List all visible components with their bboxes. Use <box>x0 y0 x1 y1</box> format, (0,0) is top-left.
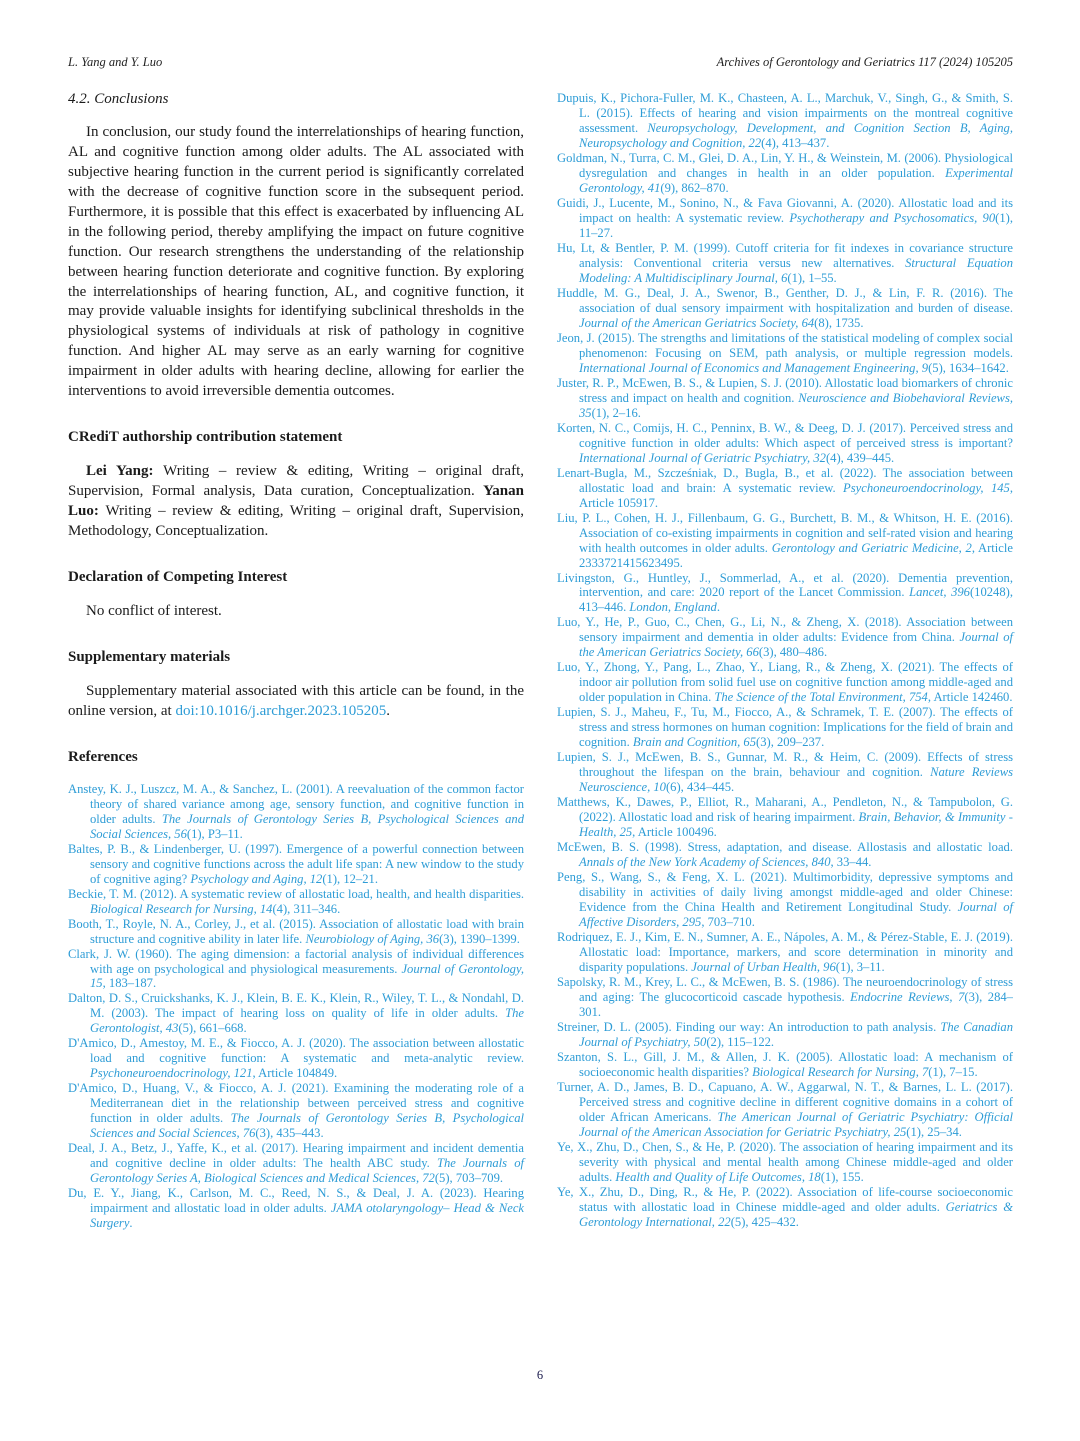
competing-interest-heading: Declaration of Competing Interest <box>68 568 288 585</box>
italic-text: Psychotherapy and Psychosomatics, 90 <box>789 210 996 225</box>
text-segment: Streiner, D. L. (2005). Finding our way: An introduction to path analysis. <box>557 1020 941 1035</box>
reference-entry[interactable] <box>557 1050 1013 1080</box>
italic-text: Lancet, 396 <box>909 585 970 600</box>
text-segment: Luo, Y., Zhong, Y., Pang, L., Zhao, Y., Liang, R., & Zheng, X. (2021). The effects of indoor air pollution from solid fuel use on cognitive function among middle-aged and older population in China. <box>557 660 1013 705</box>
doi-link[interactable]: doi:10.1016/j.archger.2023.105205 <box>175 702 387 719</box>
text-segment: (5), 703–709. <box>434 1171 504 1186</box>
text-segment: (1), 11–27. <box>579 210 1013 240</box>
reference-entry[interactable] <box>557 151 1013 196</box>
conclusions-paragraph: In conclusion, our study found the interrelationships of hearing function, AL and cognitive function among older adults. The AL associated with subjective hearing function in the current period is significantly correlated with the decrease of cognitive function score in the subsequent period. Furthermore, it is possible that this effect is exacerbated by influencing AL in the following period, thereby amplifying the impact on future cognitive function. Our research strengthens the understanding of the relationship between hearing function deteriorate and cognitive function. By exploring the interrelationships of hearing function, AL, and cognitive function, it may provide valuable insights for identifying subclinical thresholds in the physiological systems of individuals at risk of pathology in cognitive function. And higher AL may serve as an early warning for cognitive impairment in older adults with hearing decline, allowing for earlier the interventions to avoid irreversible dementia outcomes. <box>68 124 524 400</box>
text-segment: Dupuis, K., Pichora-Fuller, M. K., Chasteen, A. L., Marchuk, V., Singh, G., & Smith, S. L. (2015). Effects of hearing and vision impairments on the montreal cognitive assessment. <box>557 91 1013 135</box>
italic-text: The Canadian Journal of Psychiatry, 50 <box>579 1020 1013 1050</box>
italic-text: Neuropsychology, Development, and Cognition Section B, Aging, Neuropsychology and Cognition, 22 <box>579 120 1013 150</box>
text-segment: (3), 435–443. <box>255 1126 324 1141</box>
reference-entry[interactable] <box>557 1185 1013 1230</box>
reference-entry[interactable] <box>557 660 1013 705</box>
competing-interest-text: No conflict of interest. <box>86 602 222 619</box>
text-segment: (1), 25–34. <box>906 1124 962 1139</box>
text-segment: , Article 2333721415623495. <box>579 540 1013 570</box>
reference-entry[interactable] <box>557 705 1013 750</box>
text-segment: (5), 1634–1642. <box>928 360 1009 375</box>
italic-text: London, England <box>629 600 717 615</box>
reference-entry[interactable] <box>68 917 524 947</box>
text-segment: Matthews, K., Dawes, P., Elliot, R., Maharani, A., Pendleton, N., & Tampubolon, G. (2022). Allostatic load and risk of hearing impairment. <box>557 795 1013 825</box>
text-segment: (3), 480–486. <box>758 645 828 660</box>
reference-entry[interactable] <box>557 1080 1013 1140</box>
reference-entry[interactable] <box>557 571 1013 616</box>
reference-entry[interactable] <box>557 930 1013 975</box>
italic-text: The Science of the Total Environment, 754 <box>714 690 928 705</box>
credit-heading: CRediT authorship contribution statement <box>68 429 343 446</box>
text-segment: Juster, R. P., McEwen, B. S., & Lupien, S. J. (2010). Allostatic load biomarkers of chronic stress and impact on health and cognition. <box>557 375 1013 405</box>
reference-entry[interactable] <box>557 331 1013 376</box>
italic-text: Journal of Affective Disorders, 295 <box>579 900 1014 930</box>
reference-entry[interactable] <box>68 782 524 842</box>
text-segment: (3), 284–301. <box>579 990 1013 1020</box>
text-segment: Sapolsky, R. M., Krey, L. C., & McEwen, B. S. (1986). The neuroendocrinology of stress and aging: The glucocorticoid cascade hypothesis. <box>557 975 1013 1005</box>
italic-text: Journal of the American Geriatrics Society, 64 <box>579 315 815 330</box>
supplementary-heading: Supplementary materials <box>68 648 231 665</box>
italic-text: The Journals of Gerontology Series A, Biological Sciences and Medical Sciences, 72 <box>90 1156 525 1186</box>
text-segment: (1), 7–15. <box>928 1064 978 1079</box>
text-segment: Liu, P. L., Cohen, H. J., Fillenbaum, G. G., Burchett, B. M., & Whitson, H. E. (2016). Association of co-existing impairments in cognition and self-rated vision and hearing with health outcomes in older adults. <box>557 510 1013 555</box>
italic-text: JAMA otolaryngology– Head & Neck Surgery <box>90 1201 525 1231</box>
text-segment: (1), 12–21. <box>322 871 378 886</box>
italic-text: Journal of Gerontology, 15 <box>90 961 524 991</box>
reference-entry[interactable] <box>68 1186 524 1231</box>
reference-entry[interactable] <box>557 1140 1013 1185</box>
reference-entry[interactable] <box>557 466 1013 511</box>
reference-entry[interactable] <box>557 750 1013 795</box>
italic-text: Endocrine Reviews, 7 <box>850 990 965 1005</box>
text-segment: Peng, S., Wang, S., & Feng, X. L. (2021). Multimorbidity, depressive symptoms and disability in activities of daily living amongst middle-aged and older Chinese: Evidence from the China Health and Retirement Longitudinal Study. <box>557 870 1013 915</box>
text-segment: . <box>129 1216 133 1231</box>
right-column <box>557 91 1013 1231</box>
text-segment: Anstey, K. J., Luszcz, M. A., & Sanchez, L. (2001). A reevaluation of the common factor theory of shared variance among age, sensory function, and cognitive function in older adults. <box>68 781 524 826</box>
italic-text: International Journal of Economics and Management Engineering, 9 <box>579 360 929 375</box>
reference-entry[interactable] <box>557 421 1013 466</box>
references-heading: References <box>68 748 138 765</box>
text-segment: , 183–187. <box>102 976 157 991</box>
text-segment: , Article 100496. <box>632 825 717 840</box>
text-segment: , Article 105917. <box>579 480 1013 510</box>
text-segment: Ye, X., Zhu, D., Chen, S., & He, P. (2020). The association of hearing impairment and its severity with physical and mental health among Chinese middle-aged and older adults. <box>557 1139 1013 1184</box>
running-header <box>68 55 1013 70</box>
reference-entry[interactable] <box>557 870 1013 930</box>
text-segment: (9), 862–870. <box>660 180 729 195</box>
left-column <box>68 91 524 1231</box>
text-segment: Guidi, J., Lucente, M., Sonino, N., & Fava Giovanni, A. (2020). Allostatic load and its impact on health: A systematic review. <box>557 195 1013 225</box>
credit-paragraph <box>68 462 524 542</box>
italic-text: Psychoneuroendocrinology, 121 <box>90 1066 253 1081</box>
two-column-body <box>68 91 1013 1231</box>
italic-text: Gerontology and Geriatric Medicine, 2 <box>771 540 972 555</box>
text-segment: (1), 2–16. <box>591 405 641 420</box>
text-segment: (2), 115–122. <box>706 1035 775 1050</box>
text-segment: , 703–710. <box>701 915 755 930</box>
text-segment: Booth, T., Royle, N. A., Corley, J., et al. (2015). Association of allostatic load with brain structure and cognitive ability in later life. <box>68 916 524 946</box>
text-segment: (1), 1–55. <box>787 270 837 285</box>
reference-entry[interactable] <box>557 511 1013 571</box>
text-segment: (5), 661–668. <box>178 1021 247 1036</box>
text-segment: Writing – review & editing, Writing – original draft, Supervision, Methodology, Conceptualization. <box>68 503 525 539</box>
text-segment: , Article 142460. <box>927 690 1013 705</box>
text-segment: Jeon, J. (2015). The strengths and limitations of the statistical modeling of complex social phenomenon: Focusing on SEM, path analysis, or multiple regression models. <box>557 330 1013 360</box>
text-segment: Beckie, T. M. (2012). A systematic review of allostatic load, health, and health disparities. <box>68 886 524 901</box>
text-segment: (6), 434–445. <box>665 780 735 795</box>
text-segment: (1), 155. <box>820 1169 864 1184</box>
text-segment: Szanton, S. L., Gill, J. M., & Allen, J. K. (2005). Allostatic load: A mechanism of socioeconomic health disparities? <box>557 1050 1013 1079</box>
text-segment: (3), 209–237. <box>756 735 825 750</box>
italic-text: The American Journal of Geriatric Psychiatry: Official Journal of the American Association for Geriatric Psychiatry, 25 <box>579 1109 1013 1139</box>
text-segment: , 33–44. <box>830 855 872 870</box>
references-list-right <box>557 91 1013 1230</box>
text-segment: , Article 104849. <box>252 1066 338 1081</box>
text-segment: (1), P3–11. <box>186 826 243 841</box>
text-segment: Hu, Lt, & Bentler, P. M. (1999). Cutoff criteria for fit indexes in covariance structure analysis: Conventional criteria versus new alternatives. <box>557 240 1013 270</box>
text-segment: Lupien, S. J., McEwen, B. S., Gunnar, M. R., & Heim, C. (2009). Effects of stress throughout the lifespan on the brain, behaviour and cognition. <box>557 750 1013 780</box>
reference-entry[interactable] <box>557 615 1013 660</box>
italic-text: Nature Reviews Neuroscience, 10 <box>579 765 1013 795</box>
text-segment: Lenart-Bugla, M., Szcześniak, D., Bugla, B., et al. (2022). The association between allostatic load and brain: A systematic review. <box>557 465 1013 495</box>
text-segment: (1), 3–11. <box>835 960 885 975</box>
references-list-left <box>68 782 524 1232</box>
text-segment: D'Amico, D., Amestoy, M. E., & Fiocco, A. J. (2020). The association between allostatic load and cognitive function: A systematic and meta-analytic review. <box>68 1036 524 1066</box>
text-segment: (3), 1390–1399. <box>439 931 520 946</box>
bold-text: Yanan Luo: <box>68 483 524 519</box>
reference-entry[interactable] <box>68 842 524 887</box>
text-segment: Rodriquez, E. J., Kim, E. N., Sumner, A. E., Nápoles, A. M., & Pérez-Stable, E. J. (2019). Allostatic load: Importance, markers, and score determination in minority and disparity populations. <box>557 930 1013 975</box>
text-segment: (4), 439–445. <box>825 450 895 465</box>
text-segment: (8), 1735. <box>814 315 864 330</box>
text-segment: Luo, Y., He, P., Guo, C., Chen, G., Li, N., & Zheng, X. (2018). Association between sensory impairment and dementia in older adults: Evidence from China. <box>557 615 1013 645</box>
text-segment: Lupien, S. J., Maheu, F., Tu, M., Fiocco, A., & Schramek, T. E. (2007). The effects of stress and stress hormones on human cognition: Implications for the field of brain and cognition. <box>557 705 1013 750</box>
italic-text: Neuroscience and Biobehavioral Reviews, 35 <box>579 390 1014 420</box>
italic-text: Neurobiology of Aging, 36 <box>305 931 440 946</box>
italic-text: The Gerontologist, 43 <box>90 1006 524 1036</box>
text-segment: McEwen, B. S. (1998). Stress, adaptation, and disease. Allostasis and allostatic load. <box>557 840 1013 855</box>
reference-entry[interactable] <box>68 1036 524 1081</box>
italic-text: Biological Research for Nursing, 7 <box>752 1064 929 1079</box>
reference-entry[interactable] <box>557 91 1013 151</box>
text-segment: Dalton, D. S., Cruickshanks, K. J., Klein, B. E. K., Klein, R., Wiley, T. L., & Nondahl, D. M. (2003). The impact of hearing loss on quality of life in older adults. <box>68 991 524 1021</box>
reference-entry[interactable] <box>557 795 1013 840</box>
text-segment: D'Amico, D., Huang, V., & Fiocco, A. J. (2021). Examining the moderating role of a Mediterranean diet in the relationship between perceived stress and cognitive function in older adults. <box>68 1081 524 1126</box>
text-segment: Korten, N. C., Comijs, H. C., Penninx, B. W., & Deeg, D. J. (2017). Perceived stress and cognitive function in older adults: Which aspect of perceived stress is important? <box>557 420 1013 450</box>
italic-text: The Journals of Gerontology Series B, Psychological Sciences and Social Sciences, 56 <box>90 811 524 841</box>
reference-entry[interactable] <box>68 1141 524 1186</box>
italic-text: Journal of the American Geriatrics Society, 66 <box>579 630 1014 660</box>
reference-entry[interactable] <box>557 1020 1013 1050</box>
text-segment: (4), 413–437. <box>761 135 830 150</box>
text-segment: Clark, J. W. (1960). The aging dimension: a factorial analysis of individual differences with age on psychological and physiological measurements. <box>68 946 524 976</box>
italic-text: International Journal of Geriatric Psychiatry, 32 <box>579 450 826 465</box>
italic-text: Biological Research for Nursing, 14 <box>90 901 273 916</box>
text-segment: Du, E. Y., Jiang, K., Carlson, M. C., Reed, N. S., & Deal, J. A. (2023). Hearing impairment and allostatic load in older adults. <box>68 1186 524 1216</box>
italic-text: The Journals of Gerontology Series B, Psychological Sciences and Social Sciences, 76 <box>90 1111 525 1141</box>
text-segment: Supplementary material associated with this article can be found, in the online version, at <box>68 682 524 719</box>
bold-text: Lei Yang: <box>86 463 164 480</box>
running-header-authors: L. Yang and Y. Luo <box>68 55 163 69</box>
italic-text: Psychoneuroendocrinology, 145 <box>843 480 1010 495</box>
text-segment: (5), 425–432. <box>730 1214 799 1229</box>
text-segment: Livingston, G., Huntley, J., Sommerlad, A., et al. (2020). Dementia prevention, intervention, and care: 2020 report of the Lancet Commission. <box>557 570 1013 600</box>
reference-entry[interactable] <box>68 887 524 917</box>
text-segment: Writing – review & editing, Writing – original draft, Supervision, Formal analysis, Data curation, Conceptualization. <box>68 463 525 500</box>
italic-text: Journal of Urban Health, 96 <box>691 960 836 975</box>
italic-text: Health and Quality of Life Outcomes, 18 <box>615 1169 821 1184</box>
text-segment: (10248), 413–446. <box>579 585 1013 615</box>
italic-text: Annals of the New York Academy of Sciences, 840 <box>579 855 831 870</box>
reference-entry[interactable] <box>557 840 1013 870</box>
text-segment: Baltes, P. B., & Lindenberger, U. (1997). Emergence of a powerful connection between sensory and cognitive functions across the adult life span: A new window to the study of cognitive aging? <box>68 841 524 886</box>
italic-text: Brain and Cognition, 65 <box>632 735 757 750</box>
text-segment: Deal, J. A., Betz, J., Yaffe, K., et al. (2017). Hearing impairment and incident dementia and cognitive decline in older adults: The health ABC study. <box>68 1141 524 1171</box>
italic-text: Brain, Behavior, & Immunity - Health, 25 <box>579 810 1013 840</box>
italic-text: Structural Equation Modeling: A Multidisciplinary Journal, 6 <box>579 255 1014 285</box>
reference-entry[interactable] <box>557 241 1013 286</box>
conclusions-heading: 4.2. Conclusions <box>68 91 169 107</box>
text-segment: . <box>716 600 720 615</box>
supplementary-paragraph <box>68 682 524 722</box>
page-number: 6 <box>536 1368 544 1382</box>
reference-entry[interactable] <box>68 947 524 992</box>
reference-entry[interactable] <box>557 286 1013 331</box>
text-segment: Turner, A. D., James, B. D., Capuano, A. W., Aggarwal, N. T., & Barnes, L. L. (2017). Perceived stress and cognitive decline in different cognitive domains in a cohort of older African Americans. <box>557 1079 1013 1124</box>
reference-entry[interactable] <box>68 1081 524 1141</box>
italic-text: Experimental Gerontology, 41 <box>579 165 1013 195</box>
reference-entry[interactable] <box>557 975 1013 1020</box>
running-header-journal: Archives of Gerontology and Geriatrics 117 (2024) 105205 <box>716 55 1013 69</box>
text-segment: Goldman, N., Turra, C. M., Glei, D. A., Lin, Y. H., & Weinstein, M. (2006). Physiological dysregulation and changes in health in an older population. <box>557 150 1013 180</box>
reference-entry[interactable] <box>557 376 1013 421</box>
italic-text: Psychology and Aging, 12 <box>190 871 323 886</box>
text-segment: (4), 311–346. <box>272 901 341 916</box>
text-segment: . <box>386 702 391 719</box>
text-segment: Huddle, M. G., Deal, J. A., Swenor, B., Genther, D. J., & Lin, F. R. (2016). The association of dual sensory impairment with hospitalization and burden of disease. <box>557 285 1013 315</box>
italic-text: Geriatrics & Gerontology International, 22 <box>579 1199 1014 1229</box>
reference-entry[interactable] <box>557 196 1013 241</box>
text-segment: Ye, X., Zhu, D., Ding, R., & He, P. (2022). Association of life-course socioeconomic status with allostatic load in Chinese middle-aged and older adults. <box>557 1184 1013 1214</box>
reference-entry[interactable] <box>68 991 524 1036</box>
